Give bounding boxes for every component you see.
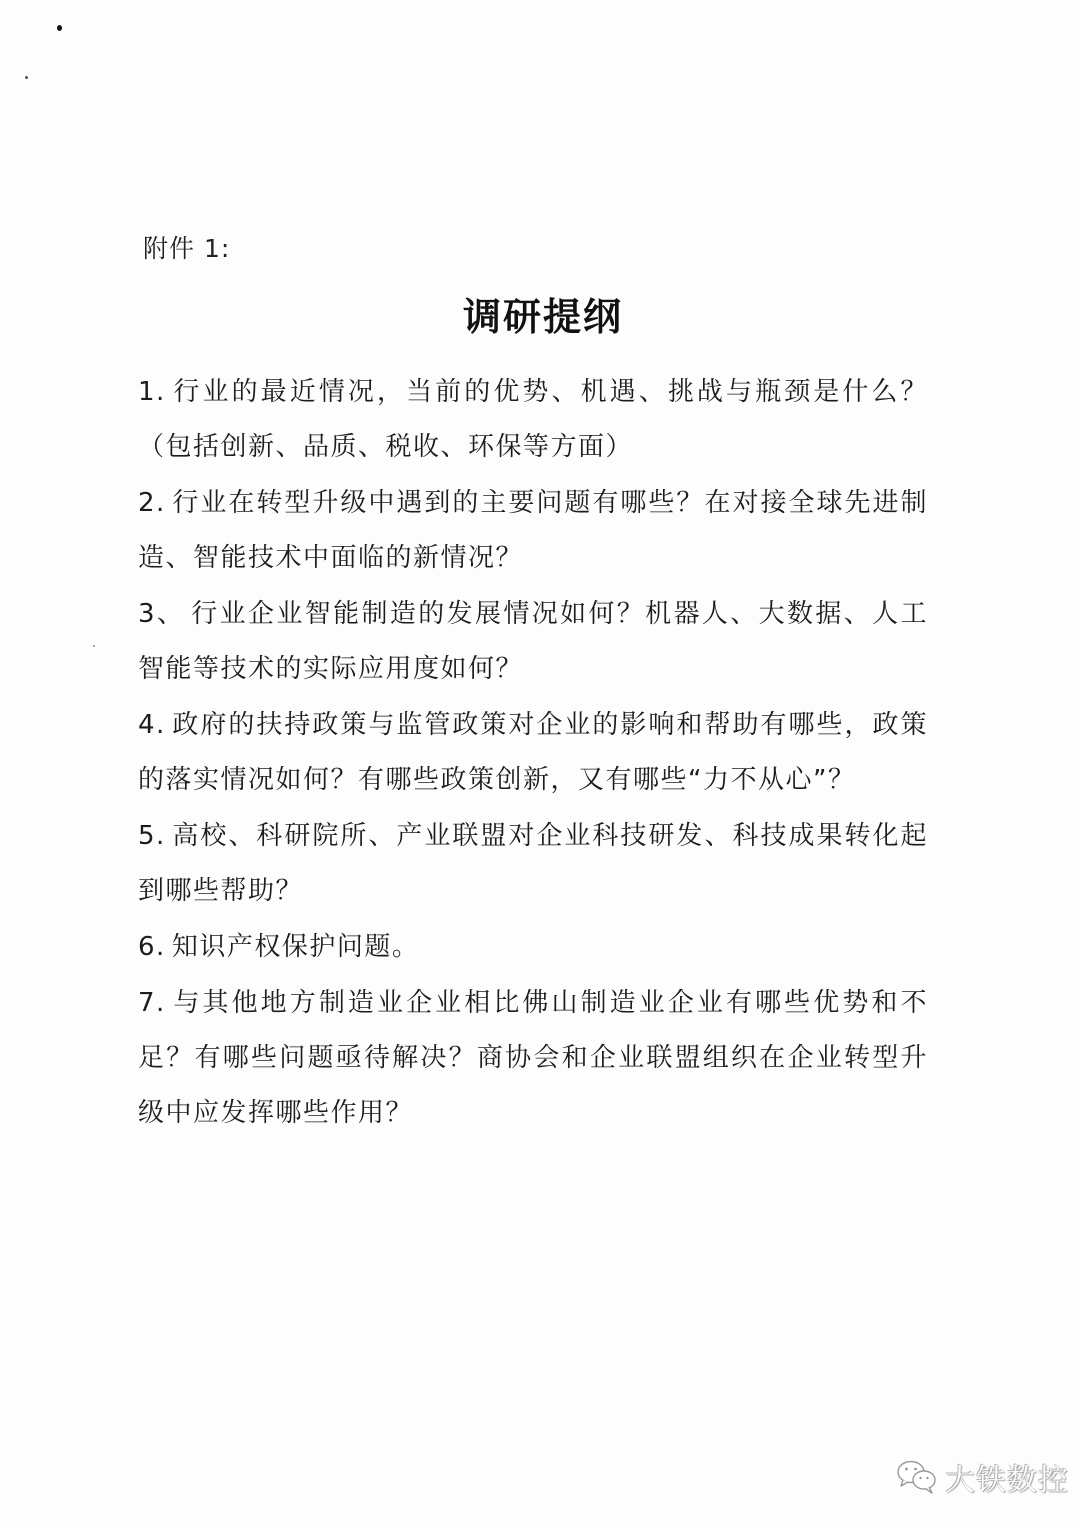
outline-list: [138, 365, 928, 1142]
item-number: 5.: [138, 821, 166, 851]
document-title: 调研提纲: [462, 295, 623, 339]
outline-item-4: [138, 698, 928, 808]
scan-speck: [57, 25, 62, 31]
scan-speck: [93, 645, 95, 647]
item-number: 3、: [138, 599, 186, 629]
item-text: 行业在转型升级中遇到的主要问题有哪些？在对接全球先进制造、智能技术中面临的新情况？: [138, 488, 928, 573]
outline-item-6: [138, 920, 928, 975]
outline-item-2: [138, 476, 928, 586]
attachment-label: 附件 1:: [143, 234, 231, 263]
item-number: 6.: [138, 932, 166, 962]
item-number: 7.: [138, 988, 166, 1018]
scan-speck: [25, 76, 28, 79]
outline-item-7: [138, 976, 928, 1141]
outline-item-3: [138, 587, 928, 697]
wechat-icon: [895, 1458, 939, 1496]
outline-item-1: [138, 365, 928, 475]
item-number: 4.: [138, 710, 166, 740]
item-text: 政府的扶持政策与监管政策对企业的影响和帮助有哪些，政策的落实情况如何？有哪些政策创新，又有哪些“力不从心”？: [138, 710, 928, 795]
watermark: [895, 1455, 1069, 1499]
outline-item-5: [138, 809, 928, 919]
watermark-text: 大铁数控: [945, 1463, 1069, 1498]
item-number: 1.: [138, 377, 166, 407]
item-text: 知识产权保护问题。: [171, 932, 420, 962]
item-number: 2.: [138, 488, 166, 518]
item-text: 与其他地方制造业企业相比佛山制造业企业有哪些优势和不足？有哪些问题亟待解决？商协会和企业联盟组织在企业转型升级中应发挥哪些作用？: [138, 988, 928, 1128]
item-text: 高校、科研院所、产业联盟对企业科技研发、科技成果转化起到哪些帮助？: [138, 821, 928, 906]
item-text: 行业企业智能制造的发展情况如何？机器人、大数据、人工智能等技术的实际应用度如何？: [138, 599, 928, 684]
item-text: 行业的最近情况，当前的优势、机遇、挑战与瓶颈是什么？（包括创新、品质、税收、环保等方面）: [138, 377, 928, 462]
